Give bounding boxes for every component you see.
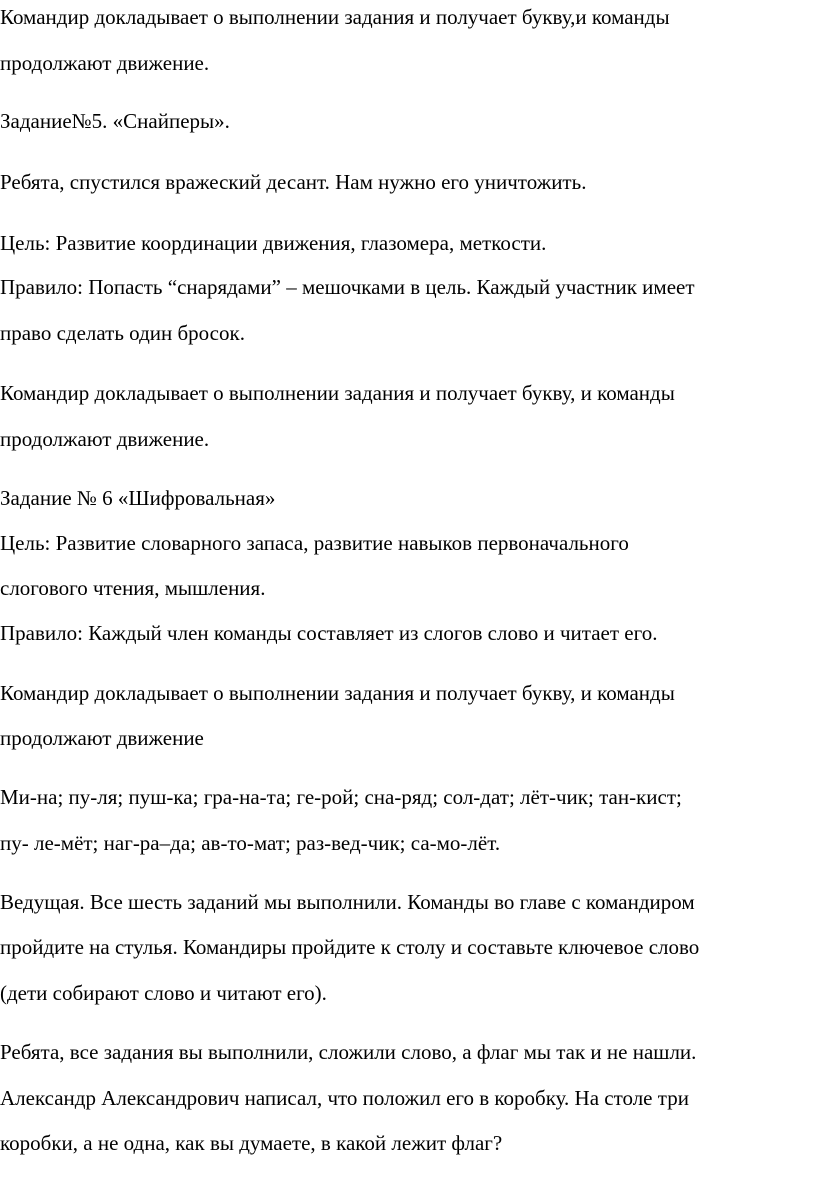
paragraph-6-line-1: Командир докладывает о выполнении задания и получает букву, и команды: [0, 381, 675, 405]
final-line-3: коробки, а не одна, как вы думаете, в какой лежит флаг?: [0, 1131, 503, 1155]
final-line-1: Ребята, все задания вы выполнили, сложили слово, а флаг мы так и не нашли.: [0, 1040, 697, 1064]
rule-5-line-2: право сделать один бросок.: [0, 321, 245, 345]
task-6-heading: Задание № 6 «Шифровальная»: [0, 486, 276, 510]
rule-6-line-1: Правило: Каждый член команды составляет из слогов слово и читает его.: [0, 621, 658, 645]
paragraph-3-line-1: Ребята, спустился вражеский десант. Нам нужно его уничтожить.: [0, 170, 587, 194]
goal-6-line-2: слогового чтения, мышления.: [0, 576, 266, 600]
host-line-3: (дети собирают слово и читают его).: [0, 981, 327, 1005]
paragraph-1-line-1: Командир докладывает о выполнении задания и получает букву,и команды: [0, 5, 670, 29]
goal-5-line-1: Цель: Развитие координации движения, глазомера, меткости.: [0, 231, 547, 255]
paragraph-10-line-1: Командир докладывает о выполнении задания и получает букву, и команды: [0, 681, 675, 705]
paragraph-1-line-2: продолжают движение.: [0, 51, 210, 75]
paragraph-6-line-2: продолжают движение.: [0, 427, 210, 451]
syllables-line-2: пу- ле-мёт; наг-ра–да; ав-то-мат; раз-вед-чик; са-мо-лёт.: [0, 831, 501, 855]
rule-5-line-1: Правило: Попасть “снарядами” – мешочками в цель. Каждый участник имеет: [0, 275, 695, 299]
host-line-2: пройдите на стулья. Командиры пройдите к столу и составьте ключевое слово: [0, 935, 700, 959]
task-5-heading: Задание№5. «Снайперы».: [0, 109, 230, 133]
goal-6-line-1: Цель: Развитие словарного запаса, развитие навыков первоначального: [0, 531, 629, 555]
syllables-line-1: Ми-на; пу-ля; пуш-ка; гра-на-та; ге-рой; сна-ряд; сол-дат; лёт-чик; тан-кист;: [0, 785, 682, 809]
final-line-2: Александр Александрович написал, что положил его в коробку. На столе три: [0, 1086, 689, 1110]
host-line-1: Ведущая. Все шесть заданий мы выполнили. Команды во главе с командиром: [0, 890, 695, 914]
paragraph-10-line-2: продолжают движение: [0, 726, 204, 750]
